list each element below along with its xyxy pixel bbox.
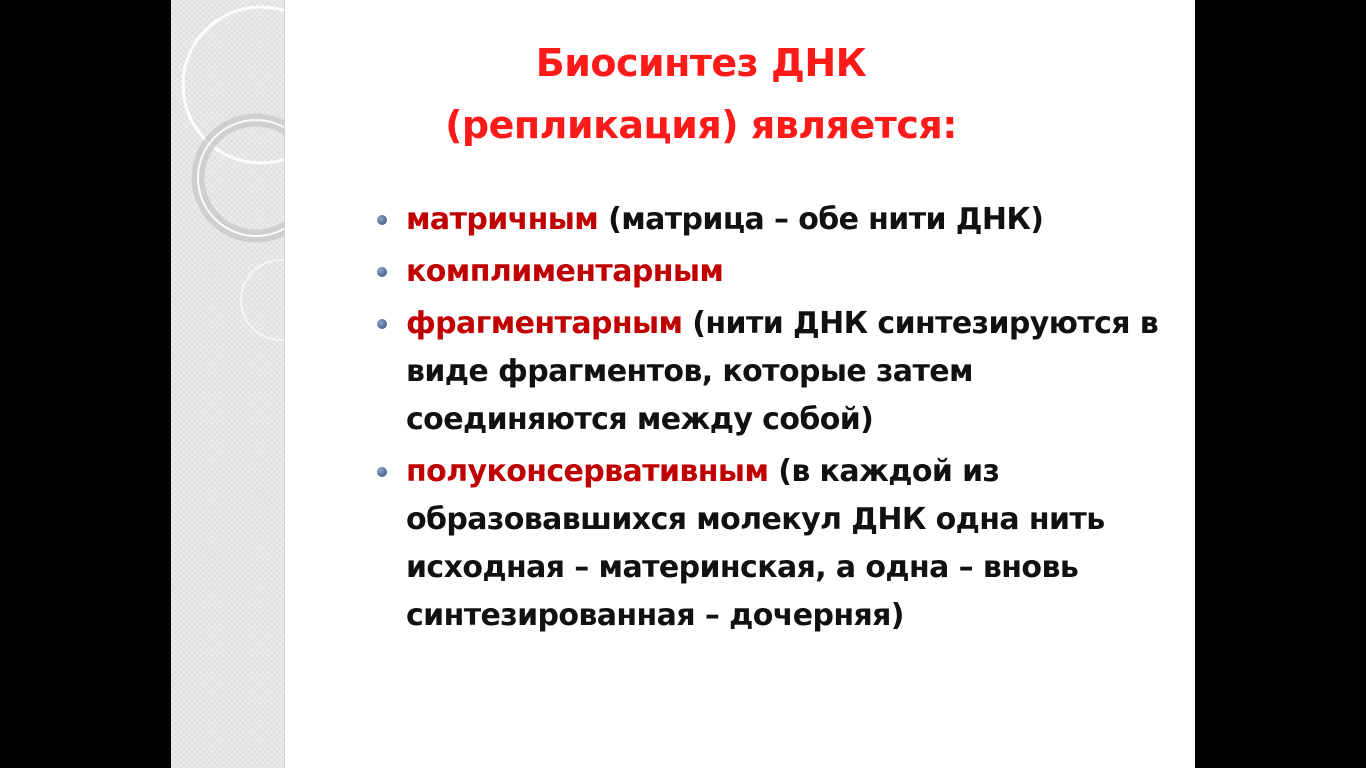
bullet-term: фрагментарным [406, 306, 683, 341]
round-bullet-icon [377, 467, 387, 477]
slide-title [321, 32, 1081, 156]
bullet-item-fragmentary [376, 300, 1176, 444]
circle-rings-ornament [171, 0, 284, 768]
title-line-1: Биосинтез ДНК [535, 41, 867, 85]
bullet-term: полуконсервативным [406, 454, 769, 489]
bullet-term: матричным [406, 202, 599, 237]
bullet-item-semiconservative [376, 448, 1176, 640]
round-bullet-icon [377, 215, 387, 225]
decorative-side-panel [171, 0, 285, 768]
bullet-list [376, 196, 1176, 644]
bullet-item-complementary [376, 248, 1176, 296]
round-bullet-icon [377, 319, 387, 329]
bullet-text: (матрица – обе нити ДНК) [598, 202, 1044, 237]
bullet-text: (в каждой из образовавшихся молекул ДНК одна нить исходная – материнская, а одна – вновь синтезированная – дочерняя) [406, 454, 1105, 633]
bullet-text: (нити ДНК синтезируются в виде фрагментов, которые затем соединяются между собой) [406, 306, 1159, 437]
bullet-item-matrix [376, 196, 1176, 244]
round-bullet-icon [377, 267, 387, 277]
bullet-term: комплиментарным [406, 254, 724, 289]
slide [171, 0, 1195, 768]
title-line-2: (репликация) является: [445, 103, 957, 147]
